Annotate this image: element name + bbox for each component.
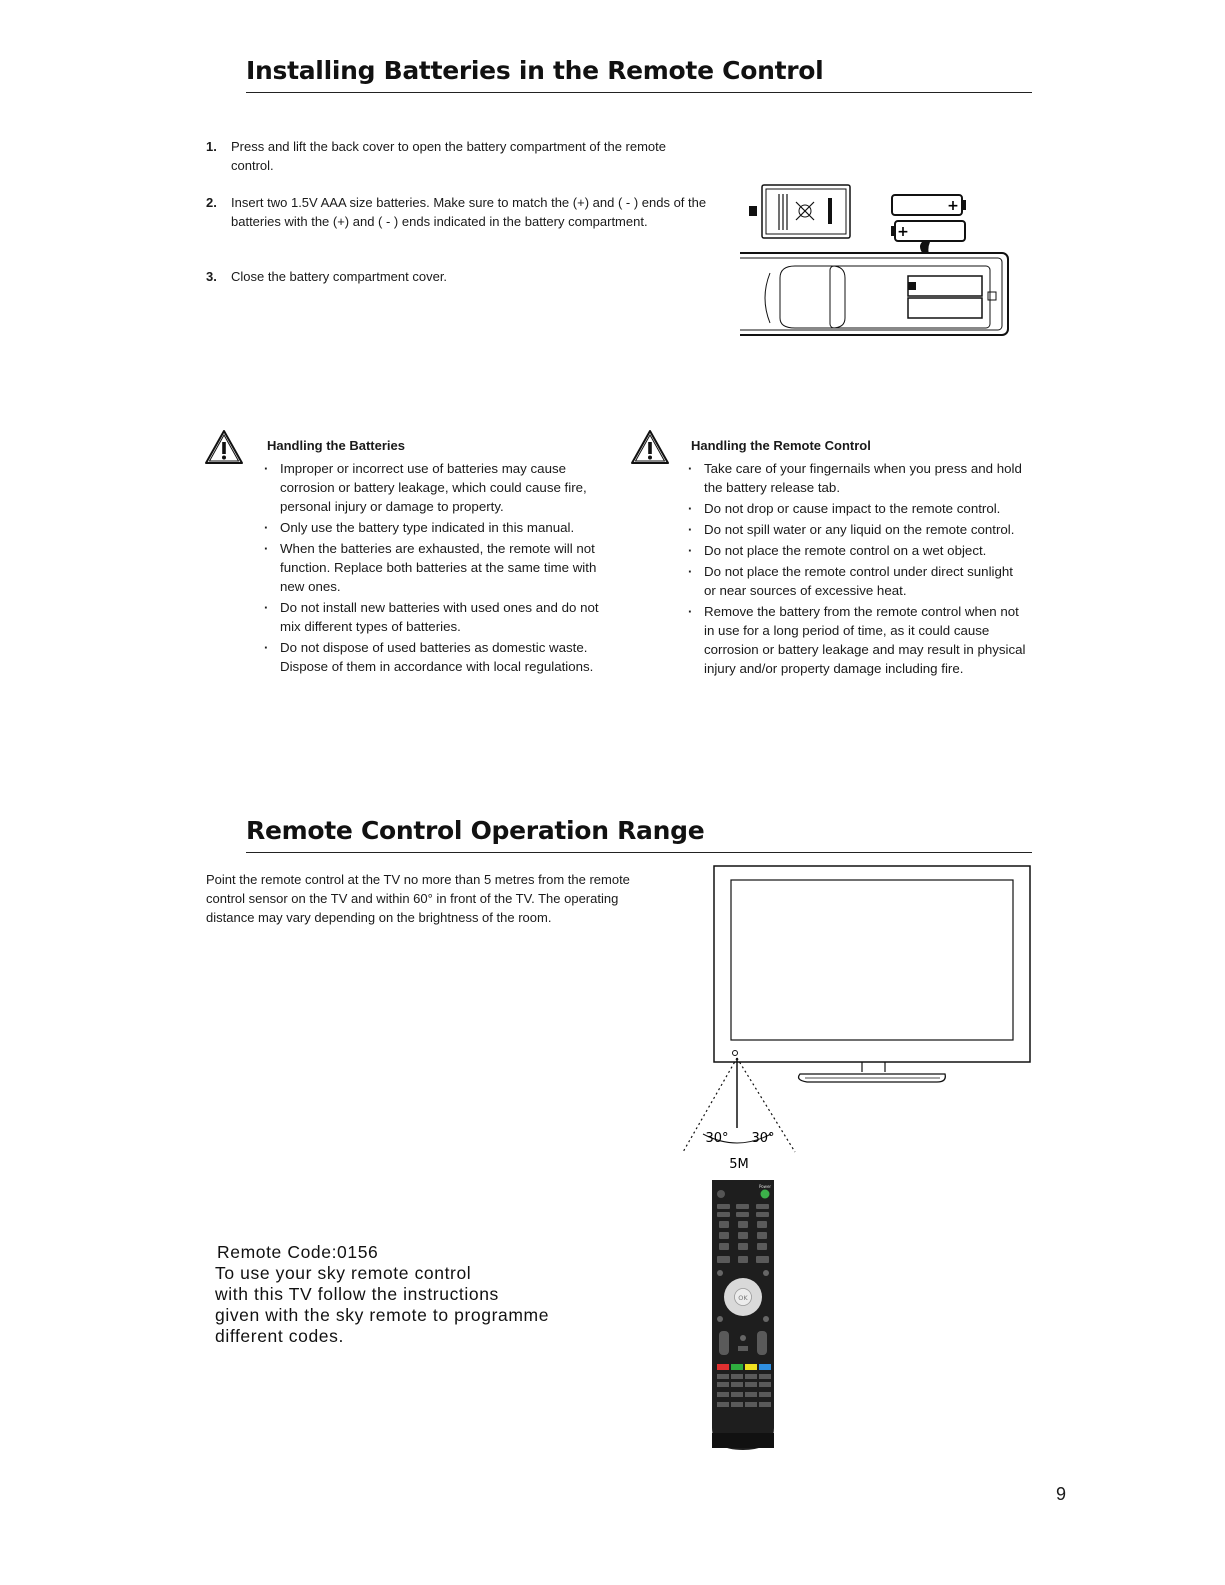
remote-code-line: given with the sky remote to programme <box>215 1305 550 1325</box>
page-number: 9 <box>1056 1484 1067 1504</box>
step-2 <box>206 193 726 253</box>
batteries-warning-list <box>264 459 604 678</box>
remote-warning-list <box>688 459 1028 680</box>
distance-label: 5M <box>729 1157 749 1172</box>
step-text: Close the battery compartment cover. <box>231 269 448 284</box>
remote-code-block <box>215 1242 655 1347</box>
step-3 <box>206 267 676 287</box>
svg-text:+: + <box>947 198 959 214</box>
ok-label: OK <box>738 1294 748 1302</box>
section-title-operation-range: Remote Control Operation Range <box>246 816 705 845</box>
step-text: Press and lift the back cover to open the battery compartment of the remote control. <box>231 139 667 173</box>
power-label: Power <box>758 1184 772 1189</box>
list-item: · Do not place the remote control on a wet object. <box>688 541 1028 560</box>
step-number: 1. <box>206 139 217 154</box>
list-item: · Do not drop or cause impact to the remote control. <box>688 499 1028 518</box>
svg-text:+: + <box>897 224 909 240</box>
list-item: · Do not place the remote control under direct sunlight or near sources of excessive heat. <box>688 562 1028 600</box>
operation-range-description: Point the remote control at the TV no more than 5 metres from the remote control sensor on the TV and within 60° in front of the TV. The operating distance may vary depending on the brightness of the room. <box>206 872 630 925</box>
remote-control-illustration <box>708 1178 778 1452</box>
remote-code-line: different codes. <box>215 1326 344 1346</box>
list-item: · Do not spill water or any liquid on the remote control. <box>688 520 1028 539</box>
angle-right-label: 30° <box>751 1131 775 1146</box>
step-1 <box>206 137 676 177</box>
heading-handling-remote: Handling the Remote Control <box>691 438 871 453</box>
warning-triangle-icon <box>204 429 244 465</box>
title-underline <box>246 852 1032 853</box>
list-item: · Only use the battery type indicated in this manual. <box>264 518 604 537</box>
list-item: · Do not dispose of used batteries as domestic waste. Dispose of them in accordance with local regulations. <box>264 638 604 676</box>
step-text: Insert two 1.5V AAA size batteries. Make sure to match the (+) and ( - ) ends of the batteries with the (+) and ( - ) ends indicated in the battery compartment. <box>231 195 707 229</box>
title-underline <box>246 92 1032 93</box>
list-item: · Improper or incorrect use of batteries may cause corrosion or battery leakage, which could cause fire, personal injury or damage to property. <box>264 459 604 516</box>
battery-compartment-illustration <box>740 178 1020 338</box>
section-title-install-batteries: Installing Batteries in the Remote Control <box>246 56 824 85</box>
heading-handling-batteries: Handling the Batteries <box>267 438 405 453</box>
list-item: · When the batteries are exhausted, the remote will not function. Replace both batteries at the same time with new ones. <box>264 539 604 596</box>
step-number: 2. <box>206 195 217 210</box>
step-number: 3. <box>206 269 217 284</box>
list-item: · Do not install new batteries with used ones and do not mix different types of batteries. <box>264 598 604 636</box>
remote-code-line: To use your sky remote control <box>215 1263 472 1283</box>
list-item: · Remove the battery from the remote control when not in use for a long period of time, as it could cause corrosion or battery leakage and may result in physical injury and/or property damage including fire. <box>688 602 1028 678</box>
angle-left-label: 30° <box>705 1131 729 1146</box>
list-item: · Take care of your fingernails when you press and hold the battery release tab. <box>688 459 1028 497</box>
tv-range-diagram <box>675 860 1035 1180</box>
remote-code-line: Remote Code:0156 <box>217 1242 379 1262</box>
remote-code-line: with this TV follow the instructions <box>215 1284 499 1304</box>
warning-triangle-icon <box>630 429 670 465</box>
